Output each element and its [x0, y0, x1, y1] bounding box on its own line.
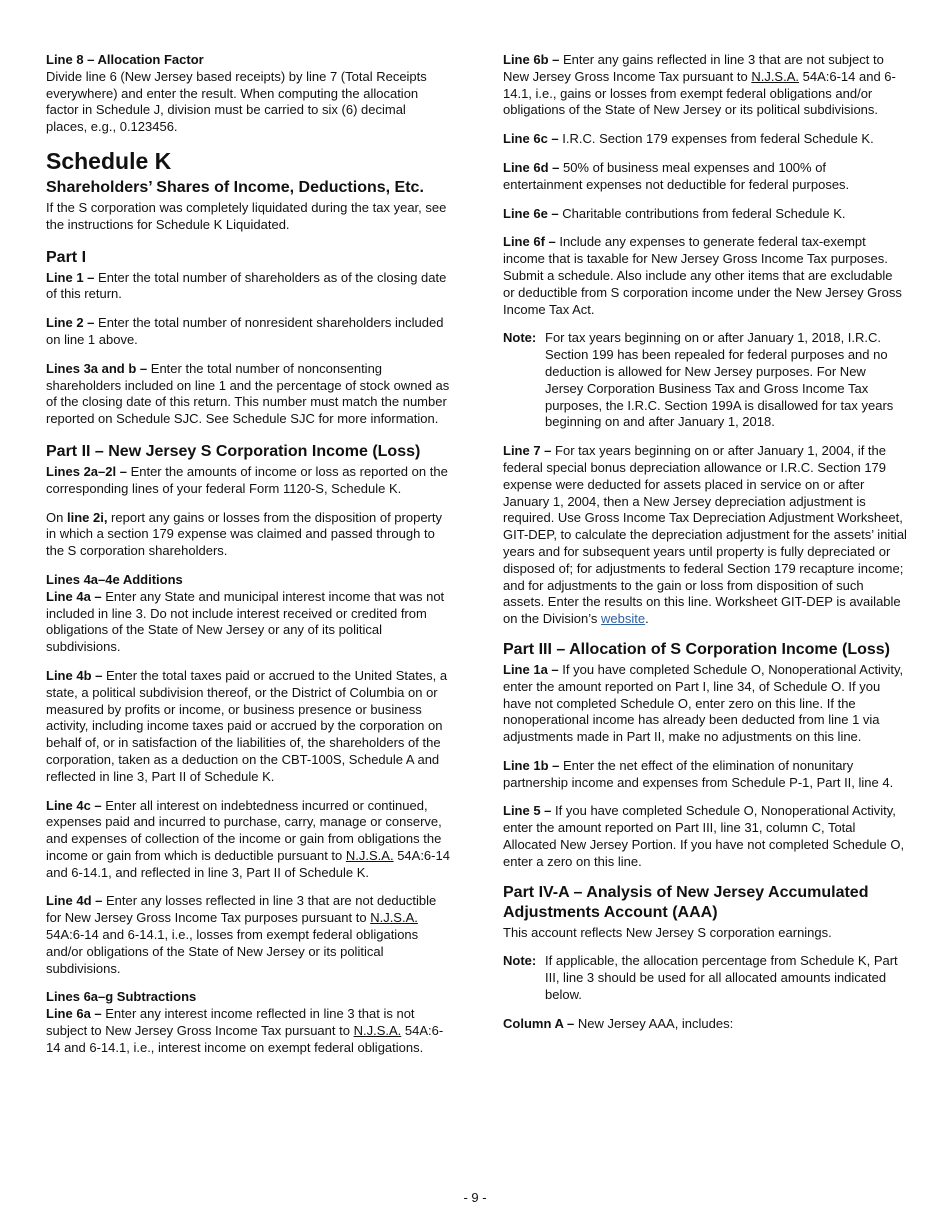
schedule-intro: If the S corporation was completely liquidated during the tax year, see the instructions for Schedule K Liquidated. [46, 199, 447, 232]
line-label: Line 4c – [46, 797, 102, 813]
line-text: If you have completed Schedule O, Nonoperational Activity, enter the amount reported on Part I, line 34, of Schedule O. If you have not completed Schedule O, enter zero on this line. If the nonoperational income has already been deducted from line 1 via adjustments made in Part II, make no adjustments on this line. [503, 661, 904, 745]
line-label: Line 4d – [46, 893, 103, 909]
line-label: Line 4a – [46, 588, 102, 604]
line-text: Enter any losses reflected in line 3 that are not deductible for New Jersey Gross Income Tax purposes pursuant to [46, 893, 437, 926]
schedule-title: Schedule K [46, 147, 172, 174]
part2-line6b [503, 52, 907, 119]
additions-heading: Lines 4a–4e Additions [46, 571, 183, 587]
part2-title: Part II – New Jersey S Corporation Income (Loss) [46, 442, 421, 460]
line-text: 54A:6-14 and 6-14.1, i.e., losses from exempt federal obligations and/or obligations of the State of New Jersey or its political subdivisions. [46, 927, 419, 976]
line-text: Enter the total number of nonconsenting shareholders included on line 1 and the percentage of stock owned as of the closing date of this return. This number must match the number reported on Schedule SJC. See Schedule SJC for more information. [46, 360, 450, 427]
line-text: Include any expenses to generate federal tax-exempt income that is taxable for New Jersey Gross Income Tax purposes. Submit a schedule. Also include any other items that are excludable or deductible from S corporation income under the New Jersey Gross Income Tax Act. [503, 234, 902, 317]
line-text: Enter any interest income reflected in line 3 that is not subject to New Jersey Gross Income Tax pursuant to [46, 1006, 415, 1039]
line-text: 50% of business meal expenses and 100% of entertainment expenses not deductible for federal purposes. [503, 159, 850, 192]
line-label: Column A – [503, 1015, 575, 1031]
njsa-reference: N.J.S.A. [370, 910, 418, 926]
part3-line5 [503, 803, 907, 870]
line-text: I.R.C. Section 179 expenses from federal Schedule K. [558, 131, 874, 147]
line-label: Line 1a – [503, 661, 559, 677]
line-label: line 2i, [66, 509, 108, 525]
part2-line6f [503, 234, 907, 318]
line-text: Enter the total taxes paid or accrued to the United States, a state, a political subdivision thereof, or the District of Columbia on or measured by profits or income, or business presence or business activity, including income taxes paid or accrued by the corporation on behalf of, or in satisfaction of the liabilities of, the shareholders of the corporation, taken as a deduction on the CBT-100S, Schedule A and reflected in line 3, Part II of Schedule K. [46, 667, 448, 784]
note-label: Note: [503, 330, 537, 346]
note-allocation [503, 953, 907, 1003]
line-text: report any gains or losses from the disposition of property in which a section 179 expense was claimed and passed through to the S corporation shareholders. [46, 509, 442, 559]
part2-line4a [46, 589, 450, 656]
schedule-subtitle: Shareholders’ Shares of Income, Deductions, Etc. [46, 178, 424, 196]
line-label: Line 7 – [503, 443, 552, 459]
part4a-column-a [503, 1016, 907, 1033]
line-label: Lines 3a and b – [46, 360, 148, 376]
part2-line6e [503, 206, 907, 223]
line-text: Enter all interest on indebtedness incurred or continued, expenses paid and incurred to purchase, carry, manage or conserve, and expenses of collection of the income or gain from obligations the income or gain from which is deductible pursuant to [46, 797, 442, 863]
part2-line4d [46, 893, 450, 977]
line-text: Charitable contributions from federal Schedule K. [558, 205, 846, 221]
note-text: For tax years beginning on or after January 1, 2018, I.R.C. Section 199 has been repealed for federal purposes and no deduction is allowed for New Jersey purposes. For New Jersey Corporation Business Tax and Gross Income Tax purposes, the I.R.C. Section 199A is disallowed for tax years beginning on and after January 1, 2018. [545, 330, 894, 430]
part4a-intro: This account reflects New Jersey S corporation earnings. [503, 924, 832, 940]
left-column [46, 52, 450, 1069]
line-text: 54A:6-14 and 6-14.1, i.e., interest income on exempt federal obligations. [46, 1023, 444, 1055]
part1-line2 [46, 315, 450, 349]
part3-line1a [503, 662, 907, 746]
part3-title: Part III – Allocation of S Corporation Income (Loss) [503, 640, 890, 658]
line-text: 54A:6-14 and 6-14.1, i.e., gains or losses from exempt federal obligations and/or obligations of the State of New Jersey or its political subdivisions. [503, 68, 896, 118]
line-label: Line 6f – [503, 234, 556, 250]
page-number: - 9 - [463, 1190, 487, 1205]
line8-block [46, 52, 450, 136]
line8-text: Divide line 6 (New Jersey based receipts) by line 7 (Total Receipts everywhere) and enter the result. When computing the allocation factor in Schedule J, division must be carried to six (6) decimal places, e.g., 0.123456. [46, 68, 427, 135]
part2-line6d [503, 160, 907, 194]
website-link[interactable]: website [601, 611, 646, 627]
part2-line6a [46, 1006, 450, 1056]
line-pre: On [46, 509, 67, 525]
line-label: Lines 2a–2l – [46, 463, 127, 479]
part1-line1 [46, 270, 450, 304]
part2-line2i [46, 510, 450, 560]
part2-line6c [503, 131, 907, 148]
part2-line7 [503, 443, 907, 628]
njsa-reference: N.J.S.A. [751, 68, 799, 84]
part3-line1b [503, 758, 907, 792]
note-text: If applicable, the allocation percentage from Schedule K, Part III, line 3 should be used for all allocated amounts indicated below. [545, 953, 898, 1003]
line8-heading: Line 8 – Allocation Factor [46, 52, 204, 67]
line-text: 54A:6-14 and 6-14.1, and reflected in line 3, Part II of Schedule K. [46, 847, 450, 880]
part1-lines3 [46, 361, 450, 428]
subtractions-heading: Lines 6a–g Subtractions [46, 989, 197, 1005]
part4a-title: Part IV-A – Analysis of New Jersey Accumulated Adjustments Account (AAA) [503, 883, 869, 921]
part2-lines2a-2l [46, 464, 450, 498]
line-end: . [645, 611, 649, 627]
right-column [503, 52, 907, 1045]
line-label: Line 1 – [46, 269, 95, 285]
line-text: Enter the net effect of the elimination of nonunitary partnership income and expenses from Schedule P-1, Part II, line 4. [503, 757, 894, 790]
line-label: Line 6a – [46, 1006, 102, 1022]
line-label: Line 6b – [503, 52, 560, 67]
line-text: For tax years beginning on or after January 1, 2004, if the federal special bonus depreciation allowance or I.R.C. Section 179 expense were deducted for assets placed in service on or after January 1, 2004, then a New Jersey depreciation adjustment is required. Use Gross Income Tax Depreciation Adjustment Worksheet, GIT-DEP, to calculate the depreciation adjustment for the assets’ initial years and for subsequent years until property is fully depreciated or disposed of; for adjustments to federal Section 179 recapture income; and for adjustments to the gain or loss from disposition of such assets. Enter the results on this line. Worksheet GIT-DEP is available on the Division’s [503, 443, 907, 627]
line-label: Line 4b – [46, 667, 103, 683]
part2-line4c [46, 798, 450, 882]
njsa-reference: N.J.S.A. [345, 847, 394, 863]
line-text: Enter the total number of shareholders as of the closing date of this return. [46, 269, 447, 302]
line-text: If you have completed Schedule O, Nonoperational Activity, enter the amount reported on Part III, line 31, column C, Total Allocated New Jersey Portion. If you have not completed Schedule O, enter a zero on this line. [503, 803, 905, 869]
line-label: Line 5 – [503, 803, 552, 819]
line-text: Enter the amounts of income or loss as reported on the corresponding lines of your federal Form 1120-S, Schedule K. [46, 463, 448, 496]
note-label: Note: [503, 953, 537, 969]
line-text: Enter any gains reflected in line 3 that are not subject to New Jersey Gross Income Tax pursuant to [503, 52, 884, 84]
line-label: Line 6d – [503, 159, 560, 175]
line-text: Enter the total number of nonresident shareholders included on line 1 above. [46, 315, 444, 347]
line-text: Enter any State and municipal interest income that was not included in line 3. Do not include interest received or credited from obligations of the State of New Jersey or any of its political subdivisions. [46, 588, 445, 655]
line-label: Line 1b – [503, 757, 560, 773]
line-label: Line 6e – [503, 205, 559, 221]
line-label: Line 6c – [503, 131, 559, 147]
part2-line4b [46, 668, 450, 786]
njsa-reference: N.J.S.A. [353, 1023, 402, 1039]
part1-title: Part I [46, 248, 87, 266]
line-label: Line 2 – [46, 315, 95, 331]
line-text: New Jersey AAA, includes: [574, 1015, 734, 1031]
note-section-199 [503, 330, 907, 431]
